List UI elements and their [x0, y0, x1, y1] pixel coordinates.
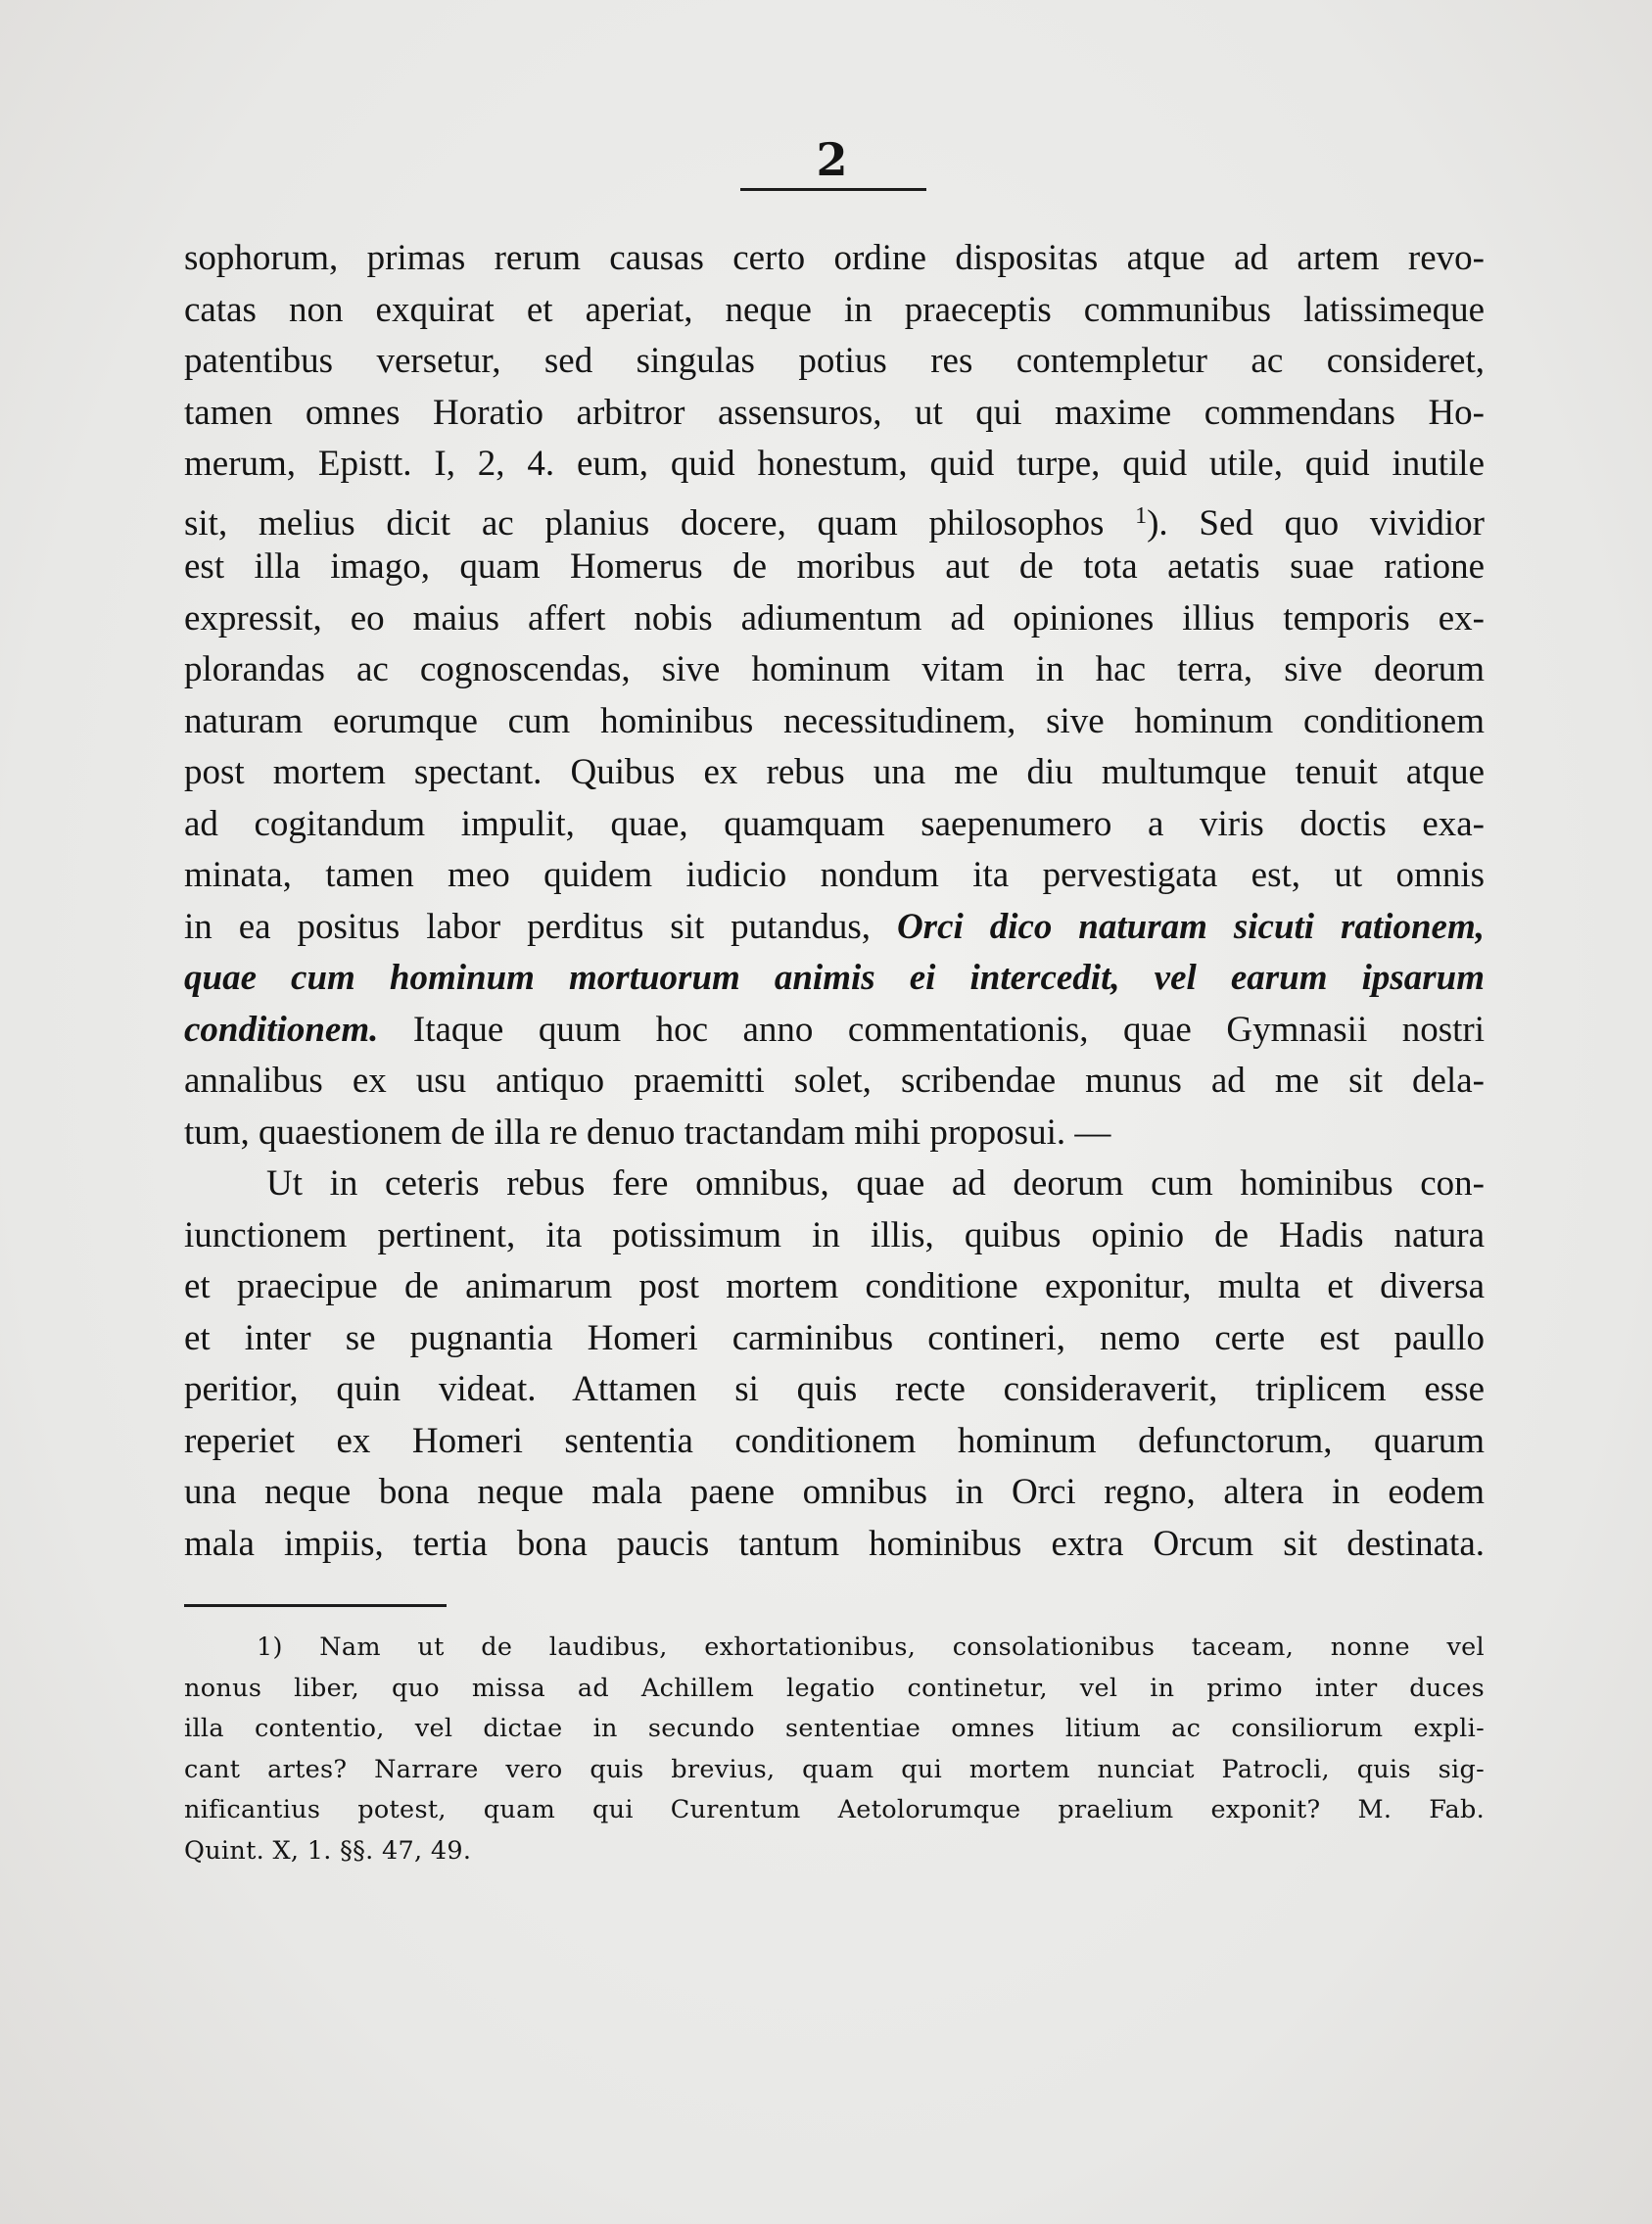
- footnote-line: illa contentio, vel dictae in secundo sententiae omnes litium ac consiliorum expli-: [184, 1714, 1485, 1743]
- text-segment: Itaque quum hoc anno commentationis, quae Gymnasii nostri: [412, 1009, 1486, 1050]
- footnote-line: nonus liber, quo missa ad Achillem legatio continetur, vel in primo inter duces: [184, 1673, 1485, 1703]
- text-line: [184, 1005, 1485, 1057]
- text-line: expressit, eo maius affert nobis adiumentum ad opiniones illius temporis ex-: [184, 597, 1485, 639]
- text-line: tum, quaestionem de illa re denuo tractandam mihi proposui. —: [184, 1112, 1111, 1153]
- footnote-line: 1) Nam ut de laudibus, exhortationibus, consolationibus taceam, nonne vel: [257, 1633, 1485, 1662]
- text-segment: sit, melius dicit ac planius docere, quam philosophos: [184, 502, 1105, 544]
- paragraph-start: Ut in ceteris rebus fere omnibus, quae ad deorum cum hominibus con-: [266, 1163, 1485, 1204]
- text-segment: in ea positus labor perditus sit putandus,: [184, 906, 872, 947]
- text-line: catas non exquirat et aperiat, neque in praeceptis communibus latissimeque: [184, 289, 1485, 330]
- footnote-reference[interactable]: 1: [1135, 502, 1148, 529]
- text-line: patentibus versetur, sed singulas potius res contempletur ac consideret,: [184, 341, 1485, 381]
- text-line: annalibus ex usu antiquo praemitti solet, scribendae munus ad me sit dela-: [184, 1061, 1485, 1101]
- footnote-line: cant artes? Narrare vero quis brevius, quam qui mortem nunciat Patrocli, quis sig-: [184, 1754, 1485, 1784]
- footnote: [184, 1628, 1485, 1871]
- text-line: minata, tamen meo quidem iudicio nondum ita pervestigata est, ut omnis: [184, 855, 1485, 895]
- page-number: 2: [816, 133, 848, 186]
- text-line-italic: quae cum hominum mortuorum animis ei intercedit, vel earum ipsarum: [184, 958, 1485, 998]
- text-line: mala impiis, tertia bona paucis tantum hominibus extra Orcum sit destinata.: [184, 1523, 1485, 1564]
- text-line: iunctionem pertinent, ita potissimum in illis, quibus opinio de Hadis natura: [184, 1214, 1485, 1255]
- footnote-line: Quint. X, 1. §§. 47, 49.: [184, 1835, 472, 1866]
- footnote-line: nificantius potest, quam qui Curentum Aetolorumque praelium exponit? M. Fab.: [184, 1795, 1485, 1824]
- text-segment: ). Sed quo vividior: [1147, 502, 1486, 544]
- text-line: et inter se pugnantia Homeri carminibus contineri, nemo certe est paullo: [184, 1317, 1485, 1358]
- italic-emphasis: conditionem.: [184, 1009, 379, 1050]
- text-line: [184, 491, 1485, 543]
- text-line: una neque bona neque mala paene omnibus in Orci regno, altera in eodem: [184, 1472, 1485, 1512]
- text-line: reperiet ex Homeri sententia conditionem hominum defunctorum, quarum: [184, 1420, 1485, 1461]
- italic-emphasis: Orci dico naturam sicuti rationem,: [896, 906, 1485, 947]
- text-line: post mortem spectant. Quibus ex rebus una me diu multumque tenuit atque: [184, 752, 1485, 792]
- text-line: [184, 902, 1485, 954]
- text-line: sophorum, primas rerum causas certo ordine dispositas atque ad artem revo-: [184, 238, 1485, 278]
- text-line: est illa imago, quam Homerus de moribus aut de tota aetatis suae ratione: [184, 546, 1485, 587]
- main-text: [184, 233, 1485, 1570]
- header-rule: [740, 188, 926, 191]
- text-line: tamen omnes Horatio arbitror assensuros, ut qui maxime commendans Ho-: [184, 392, 1485, 433]
- footnote-rule: [184, 1604, 447, 1607]
- text-line: naturam eorumque cum hominibus necessitudinem, sive hominum conditionem: [184, 700, 1485, 741]
- text-line: plorandas ac cognoscendas, sive hominum vitam in hac terra, sive deorum: [184, 649, 1485, 689]
- text-line: merum, Epistt. I, 2, 4. eum, quid honestum, quid turpe, quid utile, quid inutile: [184, 444, 1485, 484]
- text-line: ad cogitandum impulit, quae, quamquam saepenumero a viris doctis exa-: [184, 803, 1485, 844]
- text-line: peritior, quin videat. Attamen si quis recte consideraverit, triplicem esse: [184, 1369, 1485, 1409]
- text-line: et praecipue de animarum post mortem conditione exponitur, multa et diversa: [184, 1266, 1485, 1306]
